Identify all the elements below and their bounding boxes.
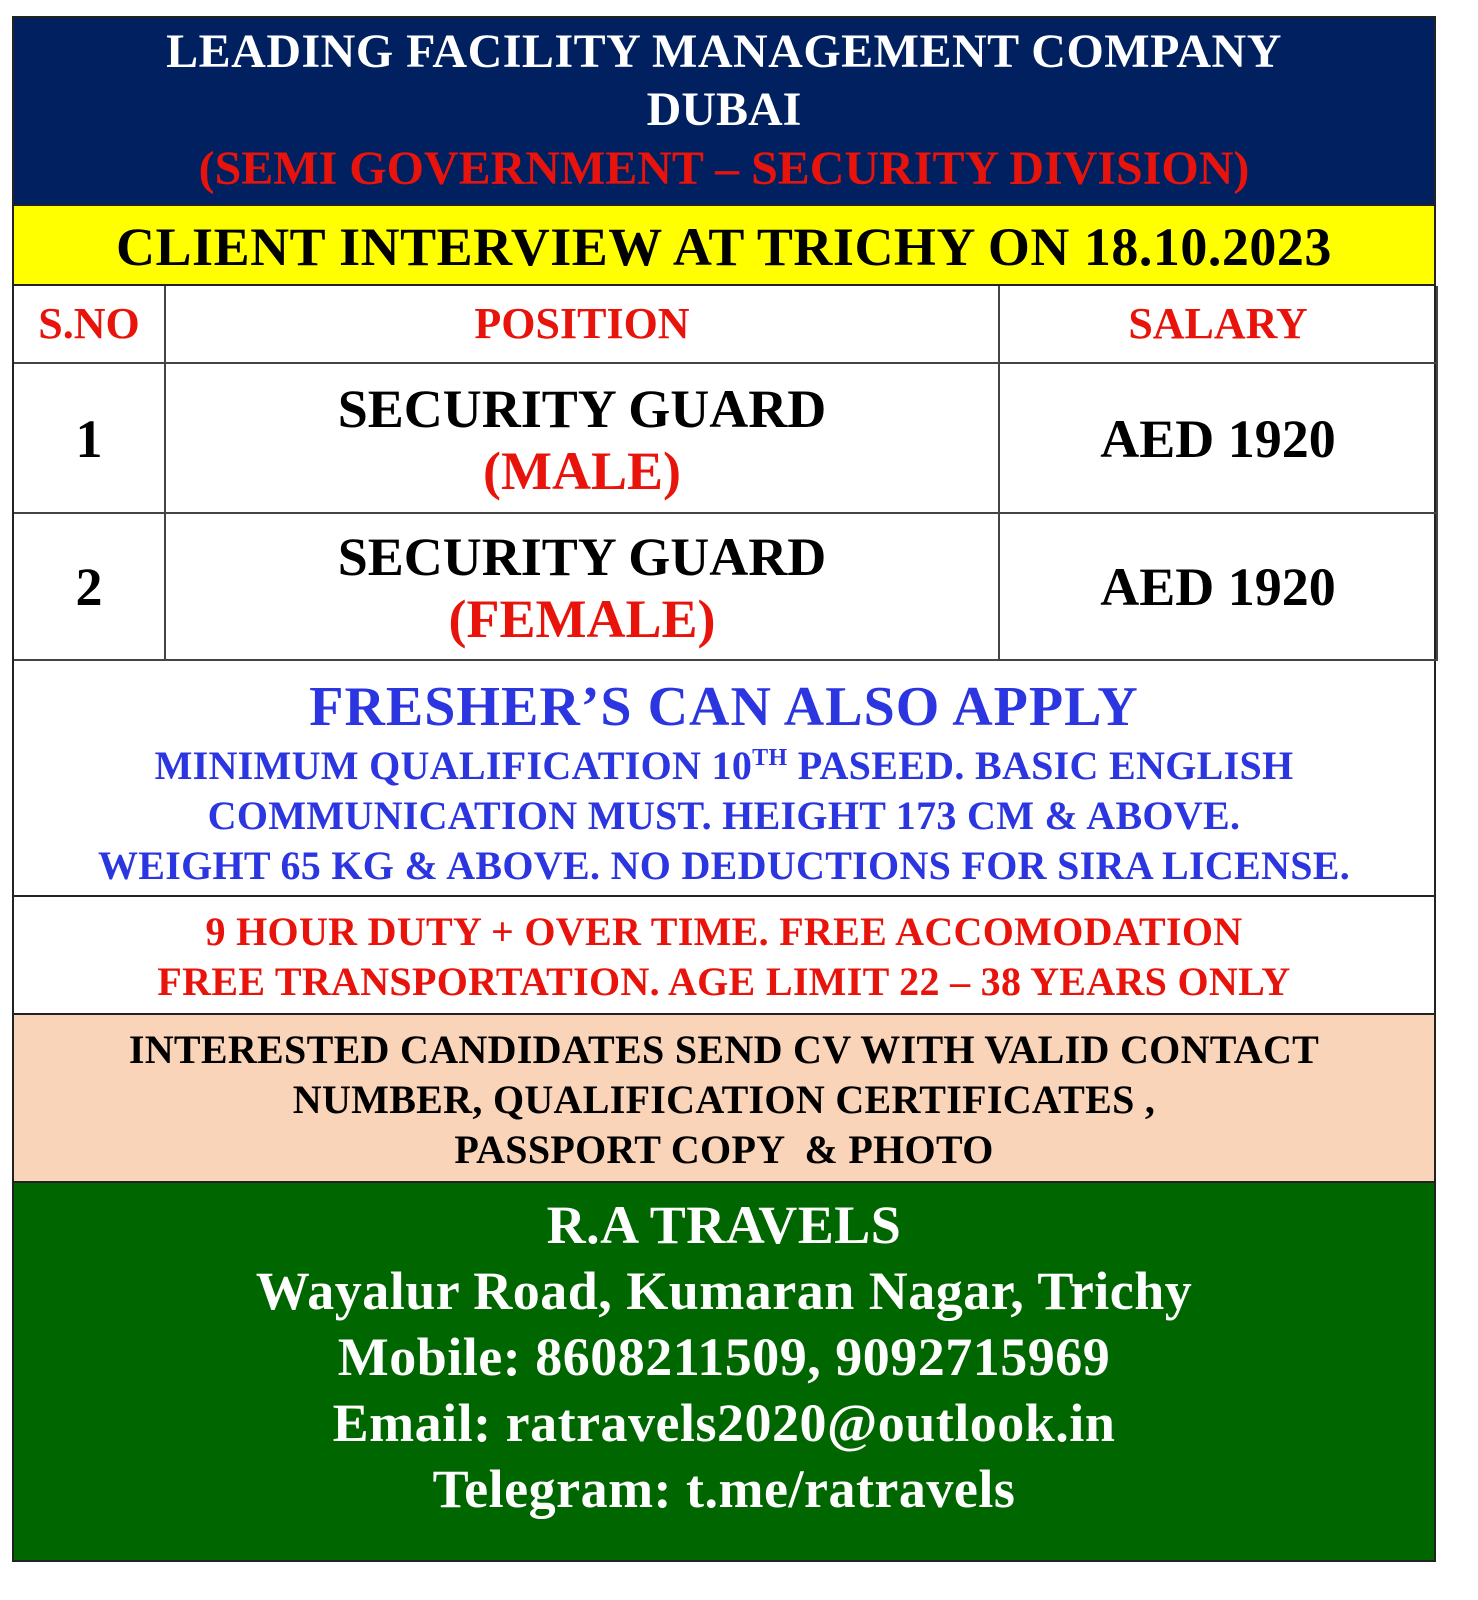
benefits-block — [14, 897, 1434, 1015]
positions-table — [14, 286, 1434, 661]
instruction-line-1: INTERESTED CANDIDATES SEND CV WITH VALID CONTACT — [128, 1027, 1320, 1072]
instruction-line-2: NUMBER, QUALIFICATION CERTIFICATES , — [292, 1077, 1156, 1122]
company-location: DUBAI — [646, 83, 802, 136]
table-header-salary: SALARY — [1000, 286, 1438, 364]
row-position: SECURITY GUARD — [337, 379, 827, 439]
table-row — [166, 514, 1000, 661]
ordinal-suffix: TH — [752, 745, 788, 771]
row-salary: AED 1920 — [1100, 409, 1336, 469]
instruction-line-3: PASSPORT COPY & PHOTO — [454, 1127, 994, 1172]
row-salary: AED 1920 — [1100, 557, 1336, 617]
fresher-title: FRESHER’S CAN ALSO APPLY — [309, 676, 1139, 738]
eligibility-block — [14, 661, 1434, 897]
row-sno: 1 — [75, 409, 103, 469]
row-sno: 2 — [75, 557, 103, 617]
table-row — [14, 364, 166, 514]
qualification-text-rest: PASEED. BASIC ENGLISH — [787, 743, 1294, 788]
table-header-position: POSITION — [166, 286, 1000, 364]
row-gender: (FEMALE) — [448, 589, 716, 649]
table-header-sno: S.NO — [14, 286, 166, 364]
agency-mobile: Mobile: 8608211509, 9092715969 — [337, 1327, 1111, 1387]
job-advertisement-poster — [12, 16, 1436, 1562]
transport-age-line: FREE TRANSPORTATION. AGE LIMIT 22 – 38 YEARS ONLY — [157, 959, 1291, 1004]
interview-banner: CLIENT INTERVIEW AT TRICHY ON 18.10.2023 — [14, 204, 1434, 286]
qualification-text: MINIMUM QUALIFICATION 10 — [154, 743, 753, 788]
agency-name: R.A TRAVELS — [546, 1195, 902, 1255]
agency-telegram: Telegram: t.me/ratravels — [432, 1459, 1016, 1519]
agency-email: Email: ratravels2020@outlook.in — [332, 1393, 1116, 1453]
table-row — [1000, 514, 1438, 661]
table-row — [14, 514, 166, 661]
division-subtitle: (SEMI GOVERNMENT – SECURITY DIVISION) — [198, 142, 1250, 195]
row-gender: (MALE) — [483, 441, 681, 501]
header-block — [14, 18, 1434, 204]
weight-requirement: WEIGHT 65 KG & ABOVE. NO DEDUCTIONS FOR SIRA LICENSE. — [97, 843, 1351, 888]
table-row — [1000, 364, 1438, 514]
height-requirement: COMMUNICATION MUST. HEIGHT 173 CM & ABOVE. — [207, 793, 1241, 838]
application-instructions — [14, 1015, 1434, 1183]
agency-address: Wayalur Road, Kumaran Nagar, Trichy — [255, 1261, 1193, 1321]
duty-line: 9 HOUR DUTY + OVER TIME. FREE ACCOMODATION — [205, 909, 1243, 954]
company-title: LEADING FACILITY MANAGEMENT COMPANY — [166, 25, 1282, 78]
contact-footer — [14, 1183, 1434, 1560]
table-row — [166, 364, 1000, 514]
qualification-line — [14, 741, 1434, 791]
row-position: SECURITY GUARD — [337, 527, 827, 587]
